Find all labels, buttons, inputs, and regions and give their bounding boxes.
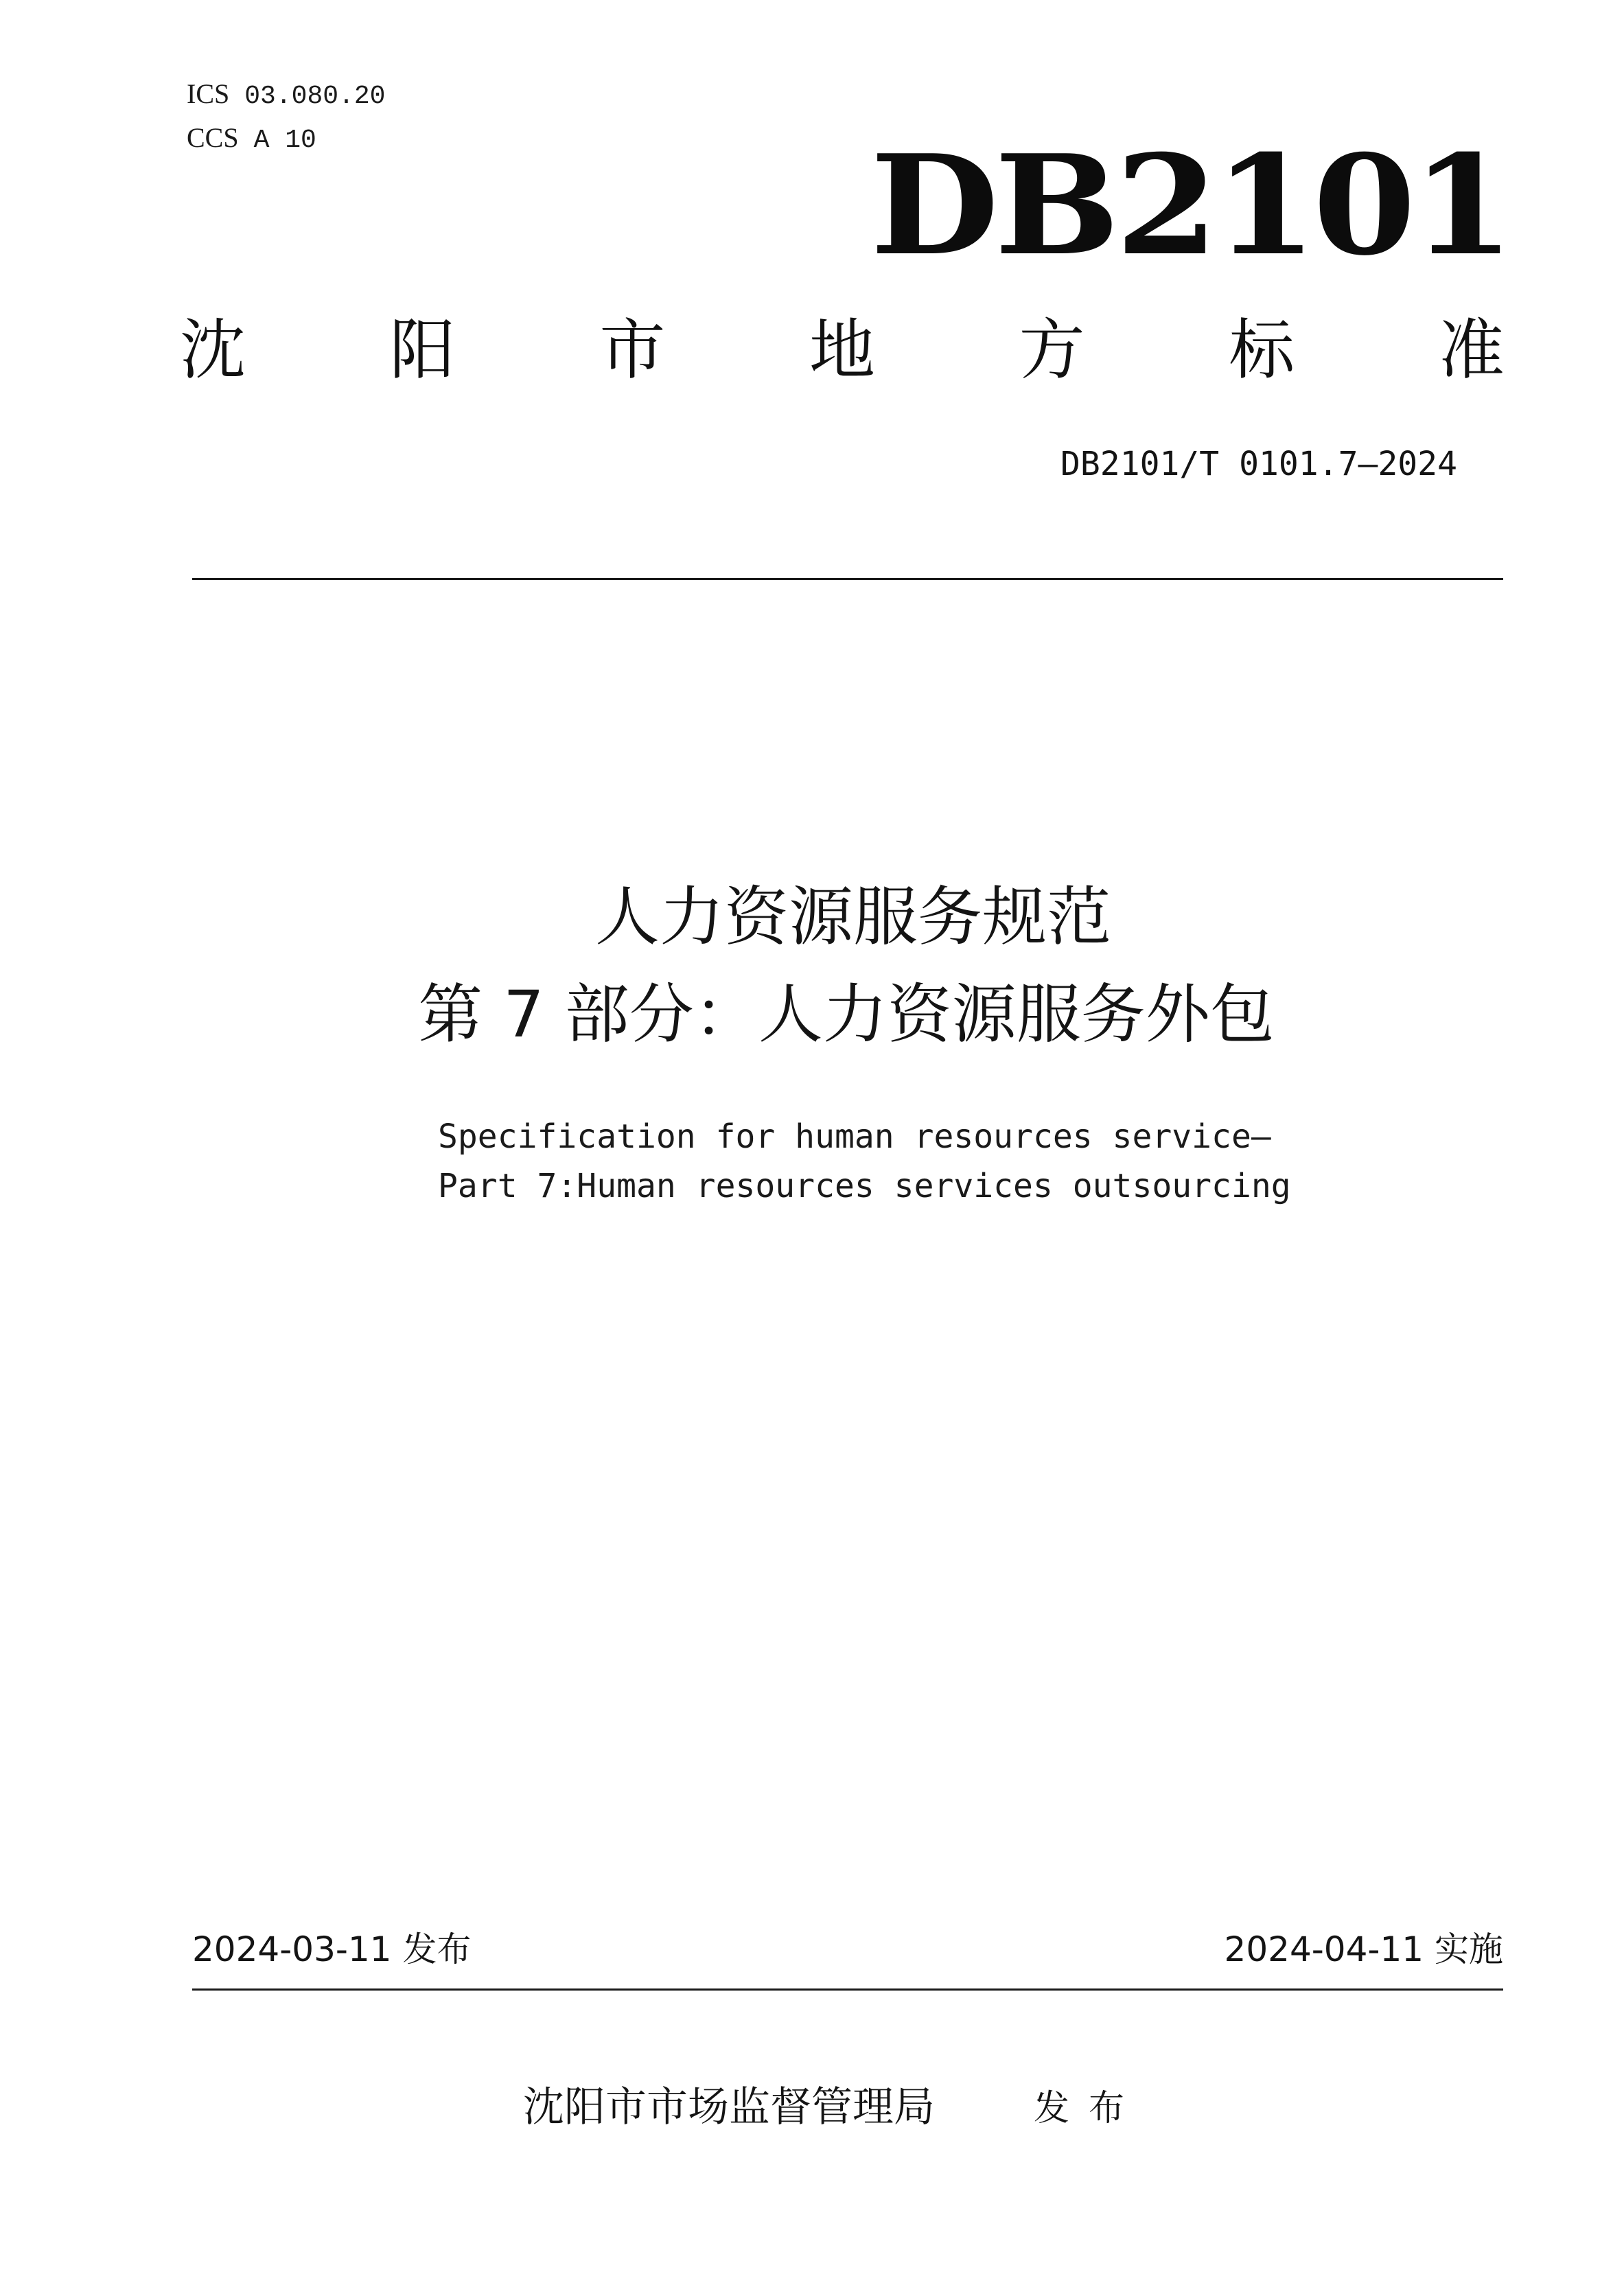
standard-type-char: 沈 <box>180 312 246 389</box>
title-cn-line-2: 第 7 部分：人力资源服务外包 <box>418 977 1275 1052</box>
standard-type-char: 标 <box>1229 312 1295 389</box>
implementation-date: 2024-04-11 实施 <box>1224 1929 1503 1969</box>
standard-type-char: 准 <box>1438 312 1505 389</box>
ccs-label: CCS <box>187 122 239 153</box>
standard-type-char: 市 <box>599 312 666 389</box>
ccs-code: A 10 <box>253 126 316 155</box>
standard-type-char: 地 <box>809 312 875 389</box>
title-en-line-2: Part 7:Human resources services outsourcing <box>438 1167 1291 1205</box>
standard-number: DB2101/T 0101.7—2024 <box>1060 445 1457 483</box>
standard-code-logo: DB2101 <box>870 125 1511 286</box>
standard-type-char: 阳 <box>389 312 456 389</box>
ccs-classification <box>187 124 316 154</box>
header-divider <box>192 578 1503 580</box>
ics-code: 03.080.20 <box>244 82 386 111</box>
standard-type-char: 方 <box>1019 312 1085 389</box>
footer-divider <box>192 1988 1503 1991</box>
publisher-name: 沈阳市市场监督管理局 <box>523 2083 935 2131</box>
publish-label: 发布 <box>1034 2088 1144 2129</box>
title-cn-line-1: 人力资源服务规范 <box>594 880 1111 955</box>
ics-label: ICS <box>187 78 230 109</box>
issue-date: 2024-03-11 发布 <box>192 1929 472 1969</box>
standard-type-title <box>180 312 1505 389</box>
ics-classification <box>187 80 385 110</box>
title-en-line-1: Specification for human resources service— <box>438 1117 1271 1156</box>
